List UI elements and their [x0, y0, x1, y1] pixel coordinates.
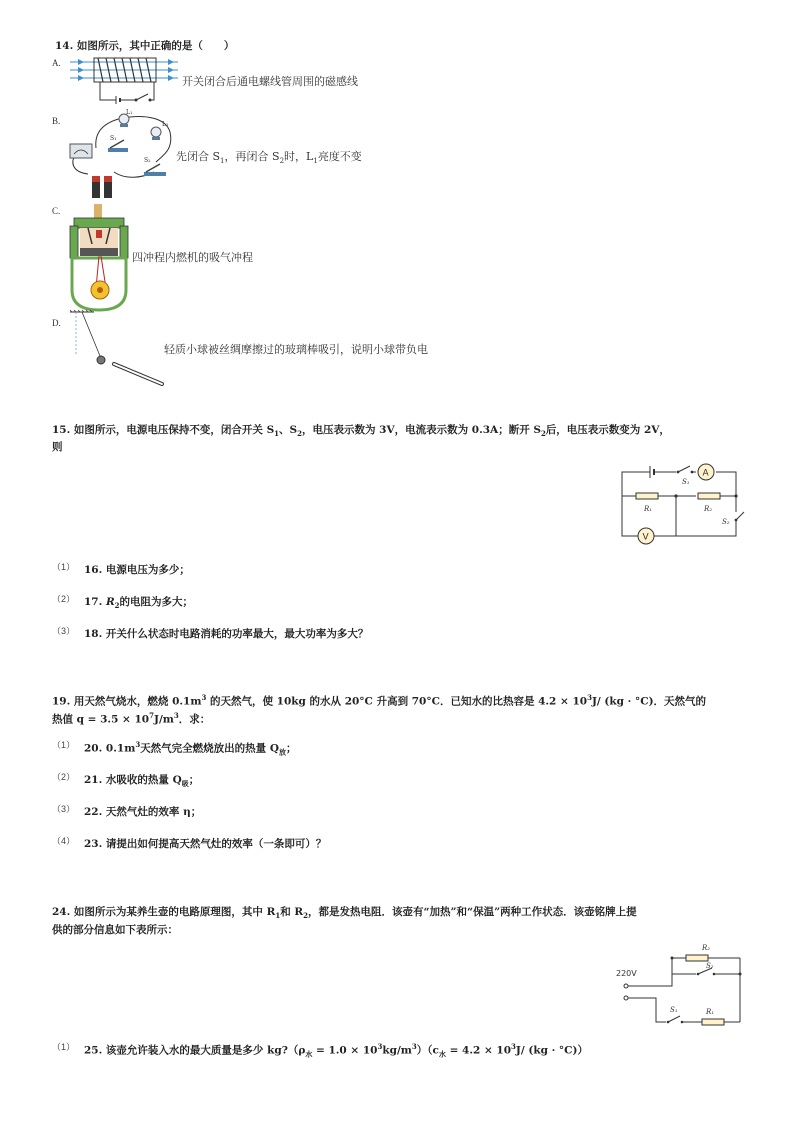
voltmeter-label: V: [642, 532, 649, 543]
q15-sub3-num: （3）: [52, 626, 76, 636]
q14-option-b-letter: B.: [52, 116, 61, 126]
q24-s2-label: S₂: [706, 962, 714, 970]
q14-option-d-letter: D.: [52, 318, 61, 328]
label-s2: S₂: [144, 157, 151, 164]
q14-option-c-text: 四冲程内燃机的吸气冲程: [132, 251, 253, 264]
q19-sub3-text: 22. 天然气灶的效率 η；: [84, 806, 202, 818]
q14-option-a-letter: A.: [52, 58, 61, 68]
pendulum-rod-figure: [70, 310, 170, 390]
q19-sub4-num: （4）: [52, 836, 76, 846]
q15-sub2-num: （2）: [52, 594, 76, 604]
label-s1: S₁: [110, 135, 117, 142]
q14-option-b-text: 先闭合 $S_1$，再闭合 $S_2$时，$L_1$亮度不变: [176, 150, 362, 166]
q24-stem-line1: 24. 如图所示为某养生壶的电路原理图，其中 $R_1$和 $R_2$，都是发热电阻．该壶有“加热”和“保温”两种工作状态．该壶铭牌上提: [52, 906, 637, 921]
q19-sub2-num: （2）: [52, 772, 76, 782]
q19-sub3-num: （3）: [52, 804, 76, 814]
q15-sub3-text: 18. 开关什么状态时电路消耗的功率最大，最大功率为多大？: [84, 628, 369, 640]
q14-option-d-text: 轻质小球被丝绸摩擦过的玻璃棒吸引，说明小球带负电: [164, 343, 428, 356]
q14-option-a-text: 开关闭合后通电螺线管周围的磁感线: [182, 75, 358, 88]
s1-label: S₁: [682, 478, 690, 486]
q24-s1-label: S₁: [670, 1006, 678, 1014]
r1-label: R₁: [644, 505, 653, 513]
s2-label: S₂: [722, 518, 730, 526]
q24-circuit-figure: [616, 938, 748, 1030]
q15-stem-line1: 15. 如图所示，电源电压保持不变，闭合开关 $S_1$、$S_2$，电压表示数为 3V，电流表示数为 0.3A；断开 $S_2$后，电压表示数变为 2V，: [52, 424, 670, 439]
ammeter-label: A: [702, 468, 709, 479]
q19-sub4-text: 23. 请提出如何提高天然气灶的效率（一条即可）？: [84, 838, 327, 850]
q19-sub1-num: （1）: [52, 740, 76, 750]
q24-sub1-num: （1）: [52, 1042, 76, 1052]
q15-sub2-text: 17. $R_2$的电阻为多大；: [84, 596, 194, 611]
label-l2: L₂: [162, 121, 169, 128]
q15-sub1-num: （1）: [52, 562, 76, 572]
q24-r2-label: R₂: [702, 944, 711, 952]
q24-sub1-text: 25. 该壶允许装入水的最大质量是多少 $kg?(\rho_水 = 1.0 \times 10^3kg/m^3)(c_水 = 4.2 \times 10^3J/$ (kg · °C)）: [84, 1042, 588, 1059]
q24-r1-label: R₁: [706, 1008, 715, 1016]
engine-figure: [66, 204, 132, 314]
r2-label: R₂: [704, 505, 713, 513]
q24-stem-line2: 供的部分信息如下表所示：: [52, 924, 178, 936]
solenoid-figure: [70, 52, 180, 110]
voltage-label: 220V: [616, 969, 637, 978]
q19-sub2-text: 21. 水吸收的热量 $Q_吸$；: [84, 774, 200, 789]
q14-option-c-letter: C.: [52, 206, 61, 216]
q15-sub1-text: 16. 电源电压为多少；: [84, 564, 190, 576]
q15-stem-line2: 则: [52, 441, 63, 453]
bulb-circuit-figure: [66, 110, 176, 186]
q19-stem-line2: 热值 $q = 3.5 \times 10^7J/m^3$．求：: [52, 711, 211, 726]
q14-stem: 14. 如图所示，其中正确的是（ ）: [55, 40, 235, 52]
q19-stem-line1: 19. 用天然气烧水，燃烧 $0.1m^3$ 的天然气，使 10kg 的水从 20°C 升高到 70°C．已知水的比热容是 $4.2 \times 10^3J/$ (kg · °C)．天然气的: [52, 693, 707, 708]
label-l1: L₁: [126, 109, 133, 116]
q19-sub1-text: 20. $0.1m^3$天然气完全燃烧放出的热量 $Q_放$；: [84, 740, 297, 757]
q15-circuit-figure: [616, 460, 746, 546]
